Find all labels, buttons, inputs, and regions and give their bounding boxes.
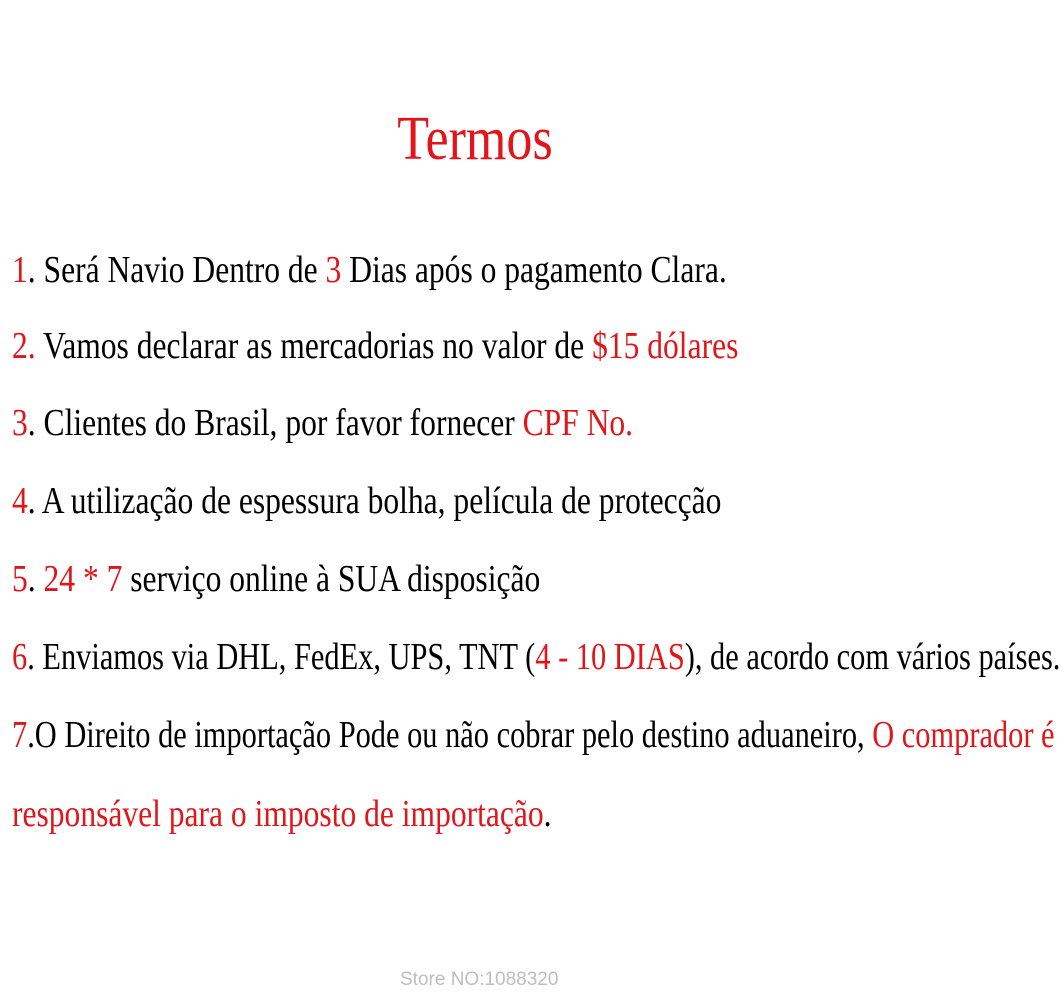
term-number: 2.: [12, 325, 36, 367]
term-text: . A utilização de espessura bolha, película de protecção: [27, 480, 722, 522]
term-number: 5: [12, 558, 28, 600]
term-number: 3: [12, 402, 28, 444]
term-6: [12, 638, 1060, 676]
store-watermark: Store NO:1088320: [400, 969, 559, 990]
term-text: . Enviamos via DHL, FedEx, UPS, TNT (: [27, 636, 536, 678]
term-2: [12, 327, 738, 365]
term-highlight: 3: [325, 249, 342, 291]
term-text: Dias após o pagamento Clara.: [341, 249, 727, 291]
term-text: .O Direito de importação Pode ou não cobrar pelo destino aduaneiro,: [27, 714, 873, 756]
term-7-continued: [12, 795, 552, 833]
term-text: serviço online à SUA disposição: [122, 558, 541, 600]
term-number: 4: [12, 480, 28, 522]
term-highlight: O comprador é: [872, 714, 1055, 756]
term-4: [12, 482, 721, 520]
term-3: [12, 404, 633, 442]
term-5: [12, 560, 540, 598]
term-text: ), de acordo com vários países.: [684, 636, 1060, 678]
page-title: Termos: [397, 105, 553, 173]
term-highlight: responsável para o imposto de importação: [12, 793, 544, 835]
term-text: . Será Navio Dentro de: [27, 249, 326, 291]
term-text: .: [27, 558, 44, 600]
term-number: 7: [12, 714, 28, 756]
term-1: [12, 251, 727, 289]
term-highlight: CPF No.: [522, 402, 634, 444]
term-text: .: [543, 793, 552, 835]
term-number: 1: [12, 249, 28, 291]
term-7: [12, 716, 1055, 754]
term-number: 6: [12, 636, 28, 678]
term-text: . Clientes do Brasil, por favor fornecer: [27, 402, 523, 444]
term-highlight: $15 dólares: [592, 325, 739, 367]
term-text: Vamos declarar as mercadorias no valor de: [35, 325, 593, 367]
term-highlight: 4 - 10 DIAS: [535, 636, 685, 678]
term-highlight: 24 * 7: [43, 558, 123, 600]
